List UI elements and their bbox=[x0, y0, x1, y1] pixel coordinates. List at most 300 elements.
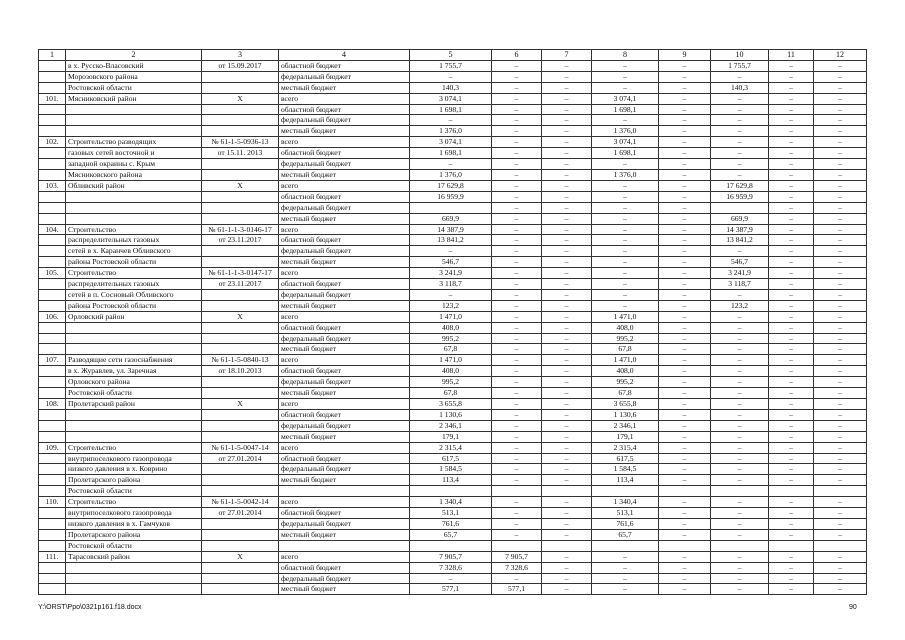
cell-source: местный бюджет bbox=[279, 388, 410, 399]
cell-c6: – bbox=[492, 518, 542, 529]
table-row bbox=[39, 289, 867, 300]
header-cell: 10 bbox=[711, 50, 769, 61]
cell-num bbox=[39, 333, 66, 344]
table-row bbox=[39, 497, 867, 508]
cell-c6: 7 328,6 bbox=[492, 562, 542, 573]
cell-c9: – bbox=[659, 126, 711, 137]
cell-total: 408,0 bbox=[410, 322, 492, 333]
cell-c8: 67,8 bbox=[592, 344, 659, 355]
cell-c11: – bbox=[769, 551, 814, 562]
cell-num: 108. bbox=[39, 399, 66, 410]
cell-num bbox=[39, 584, 66, 595]
cell-num bbox=[39, 213, 66, 224]
cell-c12: – bbox=[814, 322, 867, 333]
cell-c9: – bbox=[659, 115, 711, 126]
cell-c10: – bbox=[711, 322, 769, 333]
cell-source: федеральный бюджет bbox=[279, 202, 410, 213]
cell-c6: – bbox=[492, 148, 542, 159]
cell-doc: от 15.11. 2013 bbox=[202, 148, 279, 159]
cell-c9: – bbox=[659, 377, 711, 388]
cell-source: областной бюджет bbox=[279, 104, 410, 115]
cell-c9 bbox=[659, 486, 711, 497]
cell-c7: – bbox=[542, 279, 592, 290]
header-cell: 1 bbox=[39, 50, 66, 61]
cell-c9 bbox=[659, 540, 711, 551]
cell-c8: 1 376,0 bbox=[592, 169, 659, 180]
cell-doc bbox=[202, 475, 279, 486]
cell-c6: – bbox=[492, 60, 542, 71]
cell-c8: 3 655,8 bbox=[592, 399, 659, 410]
cell-c10: – bbox=[711, 311, 769, 322]
table-row bbox=[39, 202, 867, 213]
table-row bbox=[39, 257, 867, 268]
cell-num bbox=[39, 148, 66, 159]
cell-total: – bbox=[410, 115, 492, 126]
table-row bbox=[39, 431, 867, 442]
cell-c11: – bbox=[769, 355, 814, 366]
cell-c7: – bbox=[542, 464, 592, 475]
cell-c9: – bbox=[659, 213, 711, 224]
cell-doc bbox=[202, 213, 279, 224]
cell-doc: Х bbox=[202, 180, 279, 191]
table-row bbox=[39, 399, 867, 410]
cell-c7: – bbox=[542, 148, 592, 159]
cell-c10: – bbox=[711, 126, 769, 137]
cell-total: 1 471,0 bbox=[410, 355, 492, 366]
cell-c7: – bbox=[542, 399, 592, 410]
cell-source bbox=[279, 540, 410, 551]
cell-name: Ростовской области bbox=[66, 540, 202, 551]
cell-c11: – bbox=[769, 191, 814, 202]
cell-doc: от 15.09.2017 bbox=[202, 60, 279, 71]
cell-total: 761,6 bbox=[410, 518, 492, 529]
cell-c7: – bbox=[542, 453, 592, 464]
cell-total: – bbox=[410, 289, 492, 300]
cell-name bbox=[66, 104, 202, 115]
cell-c11: – bbox=[769, 126, 814, 137]
cell-c6: – bbox=[492, 224, 542, 235]
cell-c9: – bbox=[659, 497, 711, 508]
cell-c6: – bbox=[492, 475, 542, 486]
cell-c9: – bbox=[659, 464, 711, 475]
cell-doc bbox=[202, 573, 279, 584]
cell-num bbox=[39, 409, 66, 420]
table-row bbox=[39, 159, 867, 170]
cell-num bbox=[39, 475, 66, 486]
cell-c8: 408,0 bbox=[592, 366, 659, 377]
table-row bbox=[39, 388, 867, 399]
cell-c12: – bbox=[814, 202, 867, 213]
cell-total: 1 698,1 bbox=[410, 148, 492, 159]
cell-c8: 179,1 bbox=[592, 431, 659, 442]
cell-total: 3 074,1 bbox=[410, 93, 492, 104]
cell-name: низкого давления в х. Коврино bbox=[66, 464, 202, 475]
cell-num bbox=[39, 289, 66, 300]
cell-c8 bbox=[592, 486, 659, 497]
cell-c11: – bbox=[769, 409, 814, 420]
cell-c9: – bbox=[659, 584, 711, 595]
cell-c7: – bbox=[542, 562, 592, 573]
cell-c6: – bbox=[492, 529, 542, 540]
cell-doc bbox=[202, 529, 279, 540]
cell-doc bbox=[202, 71, 279, 82]
table-row bbox=[39, 148, 867, 159]
cell-c11: – bbox=[769, 71, 814, 82]
cell-c8: 1 584,5 bbox=[592, 464, 659, 475]
cell-c12: – bbox=[814, 431, 867, 442]
cell-c7: – bbox=[542, 431, 592, 442]
cell-source: местный бюджет bbox=[279, 126, 410, 137]
page-number: 90 bbox=[849, 604, 857, 611]
cell-doc: от 23.11.2017 bbox=[202, 279, 279, 290]
cell-doc bbox=[202, 431, 279, 442]
cell-c12 bbox=[814, 540, 867, 551]
budget-table bbox=[38, 49, 867, 595]
cell-c12: – bbox=[814, 148, 867, 159]
cell-c12: – bbox=[814, 497, 867, 508]
cell-c8: 1 376,0 bbox=[592, 126, 659, 137]
cell-name bbox=[66, 409, 202, 420]
table-row bbox=[39, 529, 867, 540]
cell-doc bbox=[202, 159, 279, 170]
cell-c12: – bbox=[814, 279, 867, 290]
cell-c10: – bbox=[711, 104, 769, 115]
cell-c11: – bbox=[769, 464, 814, 475]
cell-doc bbox=[202, 191, 279, 202]
table-row bbox=[39, 213, 867, 224]
cell-c7: – bbox=[542, 115, 592, 126]
cell-c9: – bbox=[659, 191, 711, 202]
cell-c8: – bbox=[592, 279, 659, 290]
cell-c6 bbox=[492, 540, 542, 551]
cell-name: района Ростовской области bbox=[66, 300, 202, 311]
cell-c10: – bbox=[711, 584, 769, 595]
cell-c12: – bbox=[814, 268, 867, 279]
cell-c6: – bbox=[492, 268, 542, 279]
table-row bbox=[39, 573, 867, 584]
table-row bbox=[39, 60, 867, 71]
cell-doc bbox=[202, 322, 279, 333]
table-row bbox=[39, 366, 867, 377]
cell-c10: – bbox=[711, 442, 769, 453]
cell-c6: – bbox=[492, 202, 542, 213]
cell-c11: – bbox=[769, 224, 814, 235]
cell-c12: – bbox=[814, 71, 867, 82]
cell-source bbox=[279, 486, 410, 497]
cell-source: федеральный бюджет bbox=[279, 115, 410, 126]
cell-source: местный бюджет bbox=[279, 431, 410, 442]
header-cell: 12 bbox=[814, 50, 867, 61]
cell-name: распределительных газовых bbox=[66, 235, 202, 246]
cell-c9: – bbox=[659, 235, 711, 246]
cell-c6: – bbox=[492, 355, 542, 366]
cell-c7: – bbox=[542, 311, 592, 322]
cell-num: 101. bbox=[39, 93, 66, 104]
cell-total: 7 328,6 bbox=[410, 562, 492, 573]
cell-c9: – bbox=[659, 246, 711, 257]
cell-c7: – bbox=[542, 366, 592, 377]
cell-c9: – bbox=[659, 475, 711, 486]
cell-c10: 123,2 bbox=[711, 300, 769, 311]
cell-c12: – bbox=[814, 246, 867, 257]
table-row bbox=[39, 475, 867, 486]
cell-c9: – bbox=[659, 224, 711, 235]
cell-c12: – bbox=[814, 93, 867, 104]
cell-c12: – bbox=[814, 529, 867, 540]
cell-c9: – bbox=[659, 257, 711, 268]
cell-num bbox=[39, 257, 66, 268]
cell-c6: – bbox=[492, 431, 542, 442]
cell-c11: – bbox=[769, 333, 814, 344]
cell-source: местный бюджет bbox=[279, 529, 410, 540]
cell-c10: – bbox=[711, 148, 769, 159]
cell-c11: – bbox=[769, 289, 814, 300]
cell-total: – bbox=[410, 159, 492, 170]
table-row bbox=[39, 551, 867, 562]
cell-c10: – bbox=[711, 344, 769, 355]
cell-name: сетей в п. Сосновый Обливского bbox=[66, 289, 202, 300]
cell-num bbox=[39, 191, 66, 202]
cell-c7: – bbox=[542, 202, 592, 213]
cell-c6: – bbox=[492, 420, 542, 431]
cell-c10: 546,7 bbox=[711, 257, 769, 268]
cell-doc bbox=[202, 202, 279, 213]
cell-c10: – bbox=[711, 518, 769, 529]
cell-c11: – bbox=[769, 104, 814, 115]
cell-c10: 17 629,8 bbox=[711, 180, 769, 191]
cell-total: 669,9 bbox=[410, 213, 492, 224]
cell-name: Ростовской области bbox=[66, 486, 202, 497]
cell-c9: – bbox=[659, 420, 711, 431]
table-row bbox=[39, 191, 867, 202]
cell-c6: – bbox=[492, 388, 542, 399]
cell-doc bbox=[202, 377, 279, 388]
cell-num bbox=[39, 344, 66, 355]
cell-c6: – bbox=[492, 169, 542, 180]
cell-doc: № 61-1-1-3-0147-17 bbox=[202, 268, 279, 279]
cell-doc bbox=[202, 540, 279, 551]
cell-source: всего bbox=[279, 551, 410, 562]
cell-c12: – bbox=[814, 409, 867, 420]
cell-c11: – bbox=[769, 311, 814, 322]
cell-c6: – bbox=[492, 104, 542, 115]
cell-c8: – bbox=[592, 180, 659, 191]
cell-c6: – bbox=[492, 191, 542, 202]
table-row bbox=[39, 71, 867, 82]
cell-c12: – bbox=[814, 257, 867, 268]
cell-c12: – bbox=[814, 333, 867, 344]
cell-c8: 408,0 bbox=[592, 322, 659, 333]
cell-name bbox=[66, 191, 202, 202]
cell-c6: – bbox=[492, 399, 542, 410]
table-row bbox=[39, 508, 867, 519]
cell-source: областной бюджет bbox=[279, 453, 410, 464]
cell-name bbox=[66, 584, 202, 595]
cell-c12: – bbox=[814, 388, 867, 399]
cell-num bbox=[39, 529, 66, 540]
cell-c6: – bbox=[492, 82, 542, 93]
cell-c12: – bbox=[814, 235, 867, 246]
cell-total: 123,2 bbox=[410, 300, 492, 311]
cell-c10: – bbox=[711, 464, 769, 475]
table-row bbox=[39, 93, 867, 104]
cell-c11: – bbox=[769, 82, 814, 93]
cell-c8: 995,2 bbox=[592, 333, 659, 344]
cell-doc bbox=[202, 169, 279, 180]
table-row bbox=[39, 562, 867, 573]
cell-total: 1 340,4 bbox=[410, 497, 492, 508]
cell-c6: – bbox=[492, 464, 542, 475]
table-row bbox=[39, 224, 867, 235]
cell-c6: 577,1 bbox=[492, 584, 542, 595]
cell-total: – bbox=[410, 71, 492, 82]
cell-name: Пролетарский район bbox=[66, 399, 202, 410]
cell-num bbox=[39, 486, 66, 497]
cell-num bbox=[39, 71, 66, 82]
cell-total: 1 130,6 bbox=[410, 409, 492, 420]
cell-c8: – bbox=[592, 573, 659, 584]
cell-c12: – bbox=[814, 126, 867, 137]
cell-source: областной бюджет bbox=[279, 148, 410, 159]
cell-c9: – bbox=[659, 169, 711, 180]
cell-c11: – bbox=[769, 388, 814, 399]
cell-c6: – bbox=[492, 246, 542, 257]
cell-c9: – bbox=[659, 60, 711, 71]
cell-c6: – bbox=[492, 366, 542, 377]
cell-c11: – bbox=[769, 268, 814, 279]
table-row bbox=[39, 126, 867, 137]
cell-c9: – bbox=[659, 344, 711, 355]
cell-name: газовых сетей восточной и bbox=[66, 148, 202, 159]
cell-num: 107. bbox=[39, 355, 66, 366]
cell-c11: – bbox=[769, 475, 814, 486]
cell-c12: – bbox=[814, 562, 867, 573]
header-cell: 2 bbox=[66, 50, 202, 61]
cell-source: федеральный бюджет bbox=[279, 573, 410, 584]
cell-source: областной бюджет bbox=[279, 191, 410, 202]
cell-c7: – bbox=[542, 518, 592, 529]
cell-c9: – bbox=[659, 148, 711, 159]
cell-c10: – bbox=[711, 246, 769, 257]
cell-c6: – bbox=[492, 573, 542, 584]
table-row bbox=[39, 486, 867, 497]
cell-num bbox=[39, 169, 66, 180]
cell-total: 995,2 bbox=[410, 377, 492, 388]
cell-c6: – bbox=[492, 311, 542, 322]
cell-name bbox=[66, 333, 202, 344]
cell-num bbox=[39, 388, 66, 399]
cell-c8: 513,1 bbox=[592, 508, 659, 519]
cell-total: 140,3 bbox=[410, 82, 492, 93]
table-row bbox=[39, 377, 867, 388]
cell-doc: от 27.01.2014 bbox=[202, 453, 279, 464]
cell-c10: – bbox=[711, 529, 769, 540]
cell-c11: – bbox=[769, 584, 814, 595]
cell-num bbox=[39, 377, 66, 388]
cell-c10: – bbox=[711, 115, 769, 126]
table-row bbox=[39, 355, 867, 366]
cell-c11: – bbox=[769, 377, 814, 388]
table-row bbox=[39, 409, 867, 420]
cell-c11: – bbox=[769, 257, 814, 268]
table-row bbox=[39, 300, 867, 311]
cell-doc bbox=[202, 464, 279, 475]
cell-doc: Х bbox=[202, 311, 279, 322]
cell-c9: – bbox=[659, 562, 711, 573]
cell-c10: – bbox=[711, 355, 769, 366]
cell-c12: – bbox=[814, 60, 867, 71]
cell-c9: – bbox=[659, 573, 711, 584]
cell-c11: – bbox=[769, 529, 814, 540]
cell-c8: – bbox=[592, 562, 659, 573]
cell-c10: – bbox=[711, 366, 769, 377]
cell-total: – bbox=[410, 246, 492, 257]
cell-c8: 3 074,1 bbox=[592, 137, 659, 148]
cell-c6: – bbox=[492, 333, 542, 344]
cell-c12: – bbox=[814, 442, 867, 453]
cell-c10: – bbox=[711, 431, 769, 442]
cell-source: местный бюджет bbox=[279, 213, 410, 224]
cell-name bbox=[66, 126, 202, 137]
cell-source: федеральный бюджет bbox=[279, 464, 410, 475]
cell-c9: – bbox=[659, 333, 711, 344]
cell-num bbox=[39, 104, 66, 115]
cell-c12: – bbox=[814, 115, 867, 126]
cell-c8: – bbox=[592, 268, 659, 279]
cell-source: областной бюджет bbox=[279, 235, 410, 246]
cell-c9: – bbox=[659, 551, 711, 562]
cell-name bbox=[66, 420, 202, 431]
cell-c9: – bbox=[659, 279, 711, 290]
cell-num bbox=[39, 562, 66, 573]
cell-total: 14 387,9 bbox=[410, 224, 492, 235]
cell-name: Строительство bbox=[66, 497, 202, 508]
cell-name: Пролетарского района bbox=[66, 529, 202, 540]
cell-source: областной бюджет bbox=[279, 60, 410, 71]
cell-doc bbox=[202, 486, 279, 497]
cell-total bbox=[410, 202, 492, 213]
cell-c11: – bbox=[769, 518, 814, 529]
cell-num bbox=[39, 464, 66, 475]
cell-source: федеральный бюджет bbox=[279, 420, 410, 431]
cell-num: 106. bbox=[39, 311, 66, 322]
cell-c9: – bbox=[659, 93, 711, 104]
cell-c10: – bbox=[711, 551, 769, 562]
table-row bbox=[39, 104, 867, 115]
cell-c8: 1 130,6 bbox=[592, 409, 659, 420]
cell-name bbox=[66, 431, 202, 442]
cell-c10: 14 387,9 bbox=[711, 224, 769, 235]
cell-c9: – bbox=[659, 409, 711, 420]
cell-c7: – bbox=[542, 246, 592, 257]
cell-c11 bbox=[769, 540, 814, 551]
cell-c9: – bbox=[659, 399, 711, 410]
cell-num bbox=[39, 366, 66, 377]
cell-c11: – bbox=[769, 508, 814, 519]
cell-num bbox=[39, 202, 66, 213]
header-cell: 5 bbox=[410, 50, 492, 61]
cell-doc bbox=[202, 344, 279, 355]
cell-c8: 1 698,1 bbox=[592, 104, 659, 115]
table-row bbox=[39, 180, 867, 191]
cell-c10: – bbox=[711, 573, 769, 584]
cell-c7: – bbox=[542, 71, 592, 82]
cell-c12: – bbox=[814, 180, 867, 191]
cell-doc bbox=[202, 115, 279, 126]
cell-c12: – bbox=[814, 213, 867, 224]
cell-c10: 3 241,9 bbox=[711, 268, 769, 279]
cell-c7: – bbox=[542, 268, 592, 279]
